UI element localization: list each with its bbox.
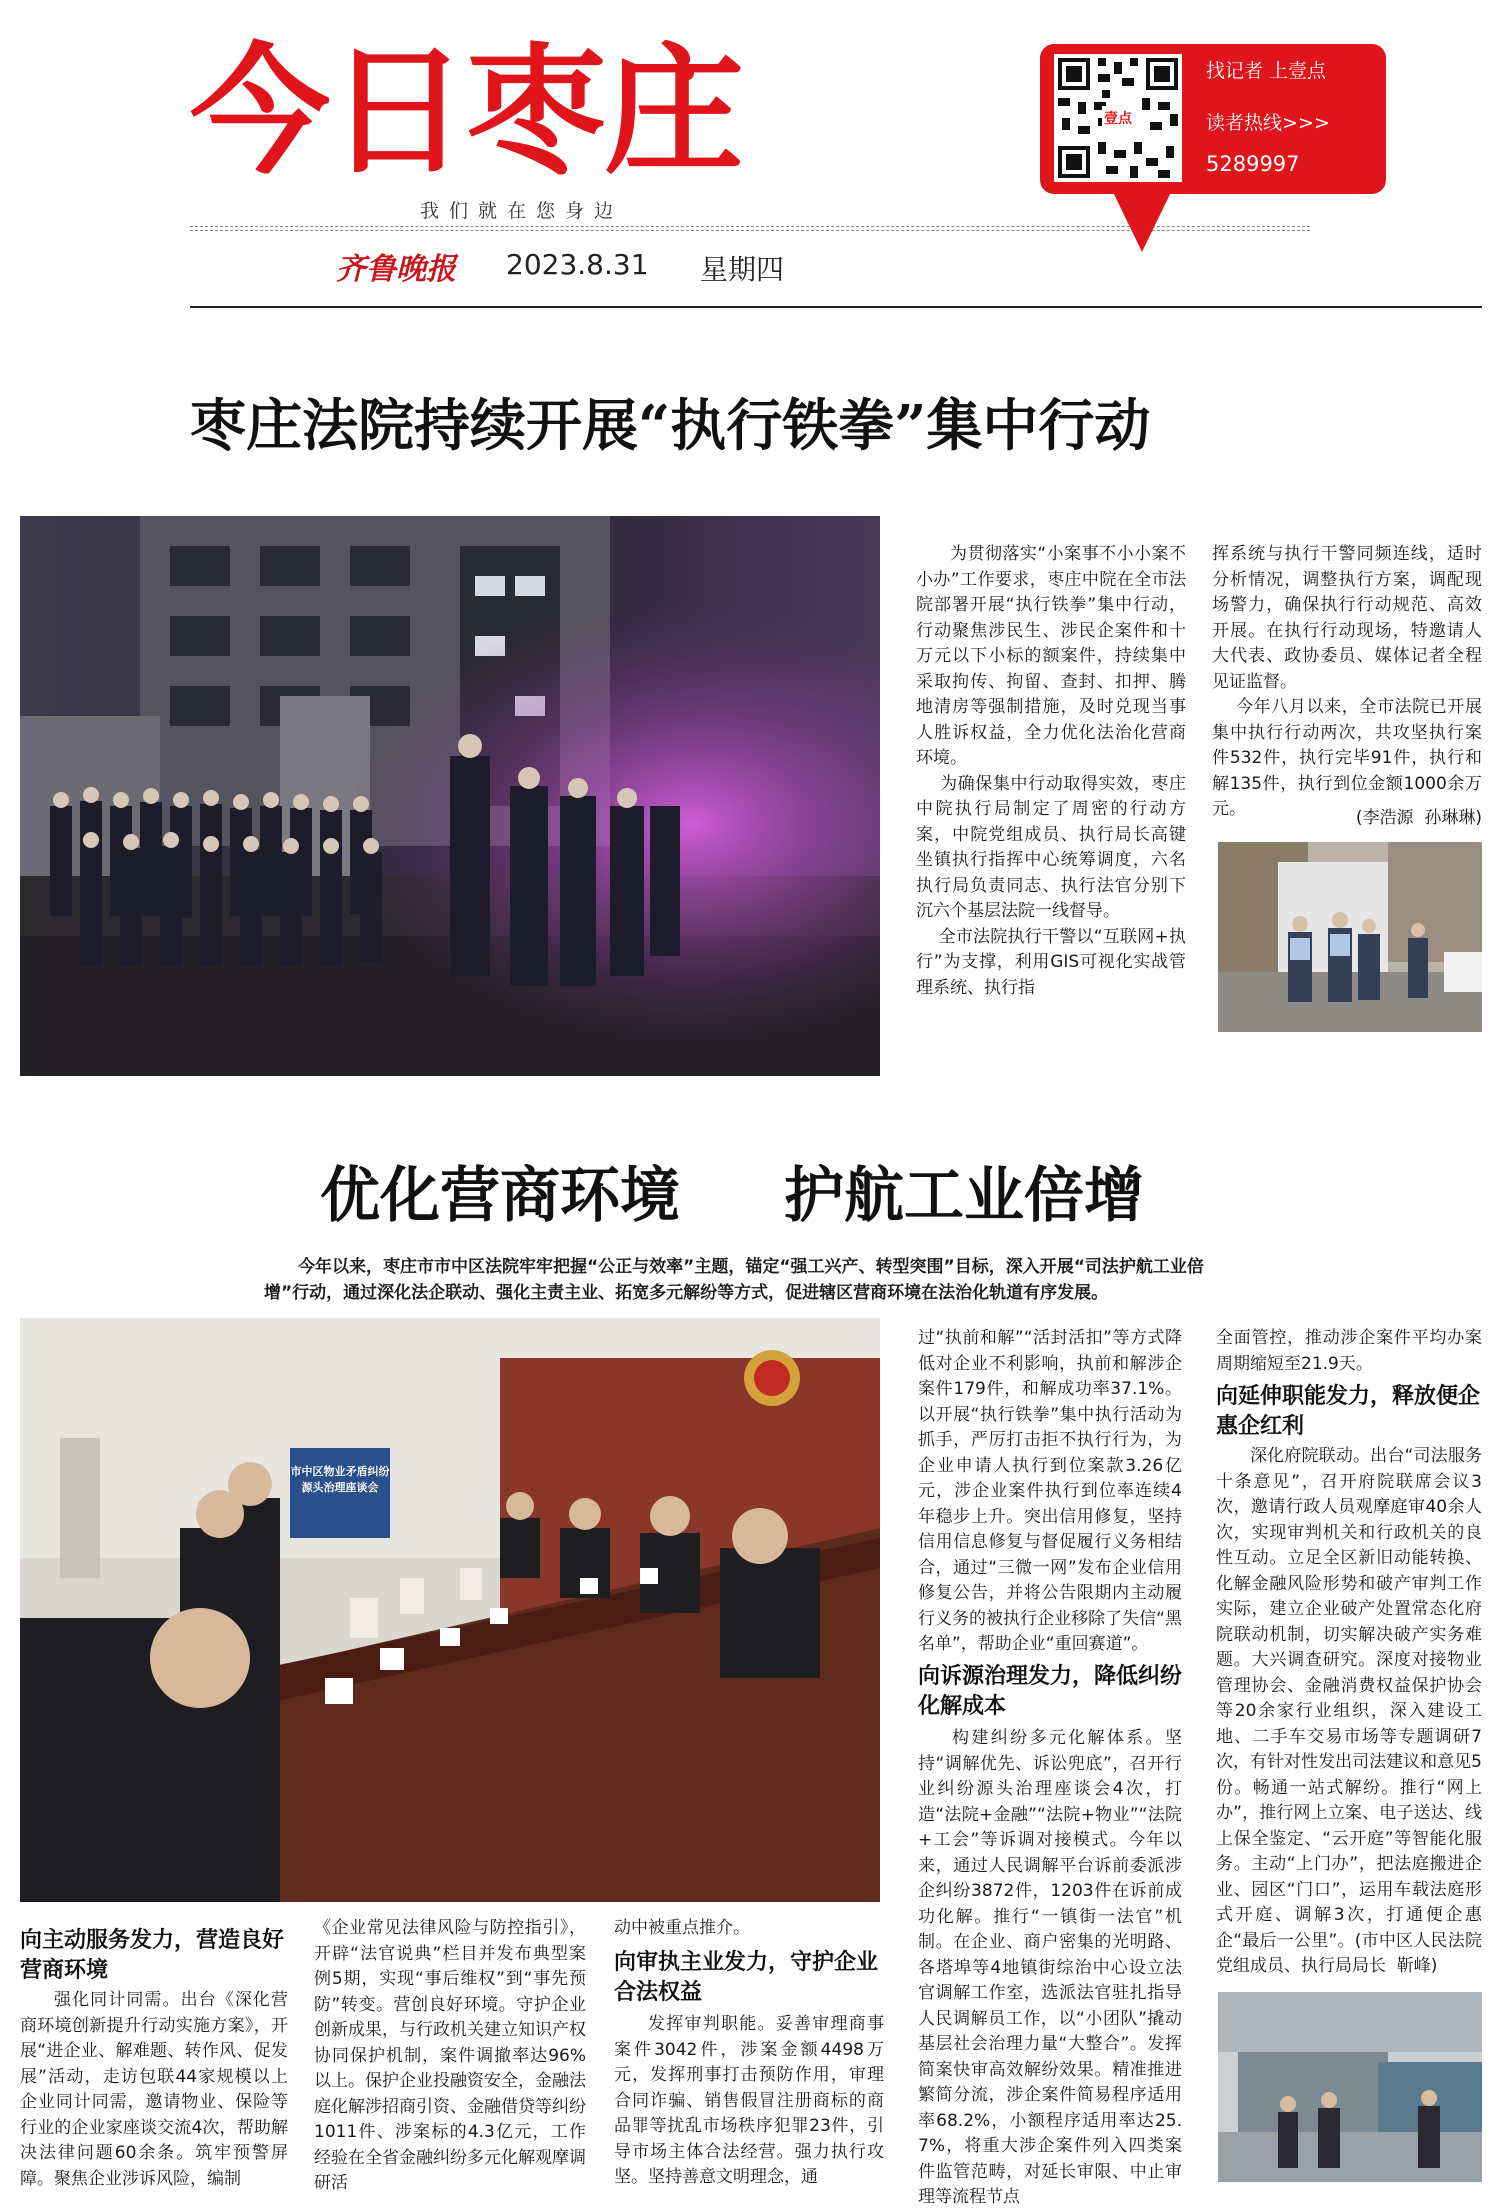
photo-factory-visit: [1218, 1992, 1482, 2182]
article2-mid-column: 过“执前和解”“活封活扣”等方式降低对企业不利影响，执前和解涉企案件179件，和解成功率37.1%。以开展“执行铁拳”集中执行活动为抓手，严厉打击拒不执行行为，为企业申请人执行到位案款3.26亿元，涉企业案件执行到位率连续4年稳步上升。突出信用修复，坚持信用信息修复与督促履行义务相结合，通过“三微一网”发布企业信用修复公告，并将公告限期内主动履行义务的被执行企业移除了失信“黑名单”，帮助企业“重回赛道”。: [918, 1328, 1182, 1654]
photo-meeting: [20, 1318, 880, 1902]
article2-subhead-litigation: 向诉源治理发力，降低纠纷化解成本: [918, 1664, 1183, 1719]
article2-bottom-left-column: 强化同计同需。出台《深化营商环境创新提升行动实施方案》，开展“进企业、解难题、转作风、促发展”活动，走访包联44家规模以上企业同计同需，邀请物业、保险等行业的企业家座谈交流4次，帮助解决法律问题60余条。筑牢预警屏障。聚焦企业涉诉风险，编制: [20, 1990, 288, 2189]
article2-subhead-trial: 向审执主业发力，守护企业合法权益: [614, 1950, 879, 2005]
article1-headline: 枣庄法院持续开展“执行铁拳”集中行动: [190, 393, 1151, 459]
article2-headline-part-1: 优化营商环境: [320, 1161, 680, 1231]
qr-code-icon[interactable]: [1054, 54, 1182, 182]
article2-subhead-function: 向延伸职能发力，释放便企惠企红利: [1216, 1384, 1481, 1439]
article2-bottom-mid-column: 《企业常见法律风险与防控指引》，开辟“法官说典”栏目并发布典型案例5期，实现“事后维权”到“事先预防”转变。营创良好环境。守护企业创新成果，与行政机关建立知识产权协同保护机制，案件调撤率达96%以上。保护企业投融资安全，金融法庭化解涉招商引资、金融借贷等纠纷1011件、涉案标的4.3亿元，工作经验在全省金融纠纷多元化解观摩调研活: [314, 1918, 586, 2193]
issue-date: 2023.8.31: [506, 248, 649, 281]
ad-slogan: 找记者 上壹点: [1206, 60, 1327, 82]
ad-speech-tail: [1112, 190, 1172, 252]
masthead-slogan: 我们就在您身边: [420, 200, 624, 222]
article2-lead: 今年以来，枣庄市市中区法院牢牢把握“公正与效率”主题，锚定“强工兴产、转型突围”目标，深入开展“司法护航工业倍增”行动，通过深化法企联动、强化主责主业、拓宽多元解纷等方式，促进辖区营商环境在法治化轨道有序发展。: [264, 1257, 1204, 1303]
masthead-rule: [190, 306, 1482, 308]
article1-column-1: 为贯彻落实“小案事不小小案不小办”工作要求，枣庄中院在全市法院部署开展“执行铁拳”集中行动，行动聚焦涉民生、涉民企案件和十万元以下小标的额案件，持续集中采取拘传、拘留、查封、扣押、腾地清房等强制措施，及时兑现当事人胜诉权益，全力优化法治化营商环境。 为确保集中行动取得实效，枣庄中院执行局制定了周密的行动方案，中院党组成员、执行局长高键坐镇执行指挥中心统筹调度，六名执行局负责同志、执行法官分别下沉六个基层法院一线督导。 全市法院执行干警以“互联网+执行”为支撑，利用GIS可视化实战管理系统、执行指: [916, 544, 1186, 998]
ad-hotline-number: 5289997: [1206, 152, 1300, 176]
article2-right-column: 深化府院联动。出台“司法服务十条意见”，召开府院联席会议3次，邀请行政人员观摩庭审40余人次，实现审判机关和行政机关的良性互动。立足全区新旧动能转换、化解金融风险形势和破产审判工作实际，建立企业破产处置常态化府院联动机制，切实解决破产实务难题。大兴调查研究。深度对接物业管理协会、金融消费权益保护协会等20余家行业组织，深入建设工地、二手车交易市场等专题调研7次，有针对性发出司法建议和意见5份。畅通一站式解纷。推行“网上办”，推行网上立案、电子送达、线上保全鉴定、“云开庭”等智能化服务。主动“上门办”，把法庭搬进企业、园区“门口”，运用车载法庭形式开庭、调解3次，打通便企惠企“最后一公里”。(市中区人民法院党组成员、执行局局长 靳峰): [1216, 1446, 1482, 1976]
photo-night-lineup: [20, 516, 880, 1076]
article2-bottom-right-top: 动中被重点推介。: [614, 1918, 750, 1938]
article1-byline: (李浩源 孙琳琳): [1355, 808, 1482, 828]
photo-street-enforcement: [1218, 842, 1482, 1032]
masthead-title: 今日枣庄: [190, 31, 743, 194]
ad-hotline-label: 读者热线>>>: [1206, 112, 1330, 134]
article2-right-top: 全面管控，推动涉企案件平均办案周期缩短至21.9天。: [1216, 1328, 1482, 1374]
meeting-banner: 市中区物业矛盾纠纷源头治理座谈会: [290, 1465, 390, 1494]
article2-mid-column-2: 构建纠纷多元化解体系。坚持“调解优先、诉讼兜底”，召开行业纠纷源头治理座谈会4次，打造“法院+金融”“法院+物业”“法院+工会”等诉调对接模式。今年以来，通过人民调解平台诉前委派涉企纠纷3872件，1203件在诉前成功化解。推行“一镇街一法官”机制。在企业、商户密集的光明路、各塔埠等4地镇街综治中心设立法官调解工作室，选派法官驻扎指导人民调解员工作，以“小团队”撬动基层社会治理力量“大整合”。发挥简案快审高效解纷效果。精准推进繁简分流，涉企案件简易程序适用率68.2%，小额程序适用率达25.7%，将重大涉企案件列入四类案件监管范畴，对延长审限、中止审理等流程节点: [918, 1728, 1182, 2207]
paper-name: 齐鲁晚报: [336, 252, 456, 287]
article1-column-2: 挥系统与执行干警同频连线，适时分析情况，调整执行方案，调配现场警力，确保执行行动规范、高效开展。在执行行动现场，特邀请人大代表、政协委员、媒体记者全程见证监督。 今年八月以来，全市法院已开展集中执行行动两次，共攻坚执行案件532件，执行完毕91件，执行和解135件，执行到位金额1000余万元。: [1212, 544, 1482, 819]
article2-subhead-service: 向主动服务发力，营造良好营商环境: [20, 1928, 285, 1983]
article2-headline-part-2: 护航工业倍增: [784, 1161, 1144, 1231]
qr-badge: 壹点: [1104, 111, 1132, 127]
article2-bottom-right-column: 发挥审判职能。妥善审理商事案件3042件，涉案金额4498万元，发挥刑事打击预防作用，审理合同诈骗、销售假冒注册商标的商品罪等扰乱市场秩序犯罪23件，引导市场主体合法经营。强力执行攻坚。坚持善意文明理念，通: [614, 2014, 884, 2187]
issue-weekday: 星期四: [700, 253, 785, 286]
